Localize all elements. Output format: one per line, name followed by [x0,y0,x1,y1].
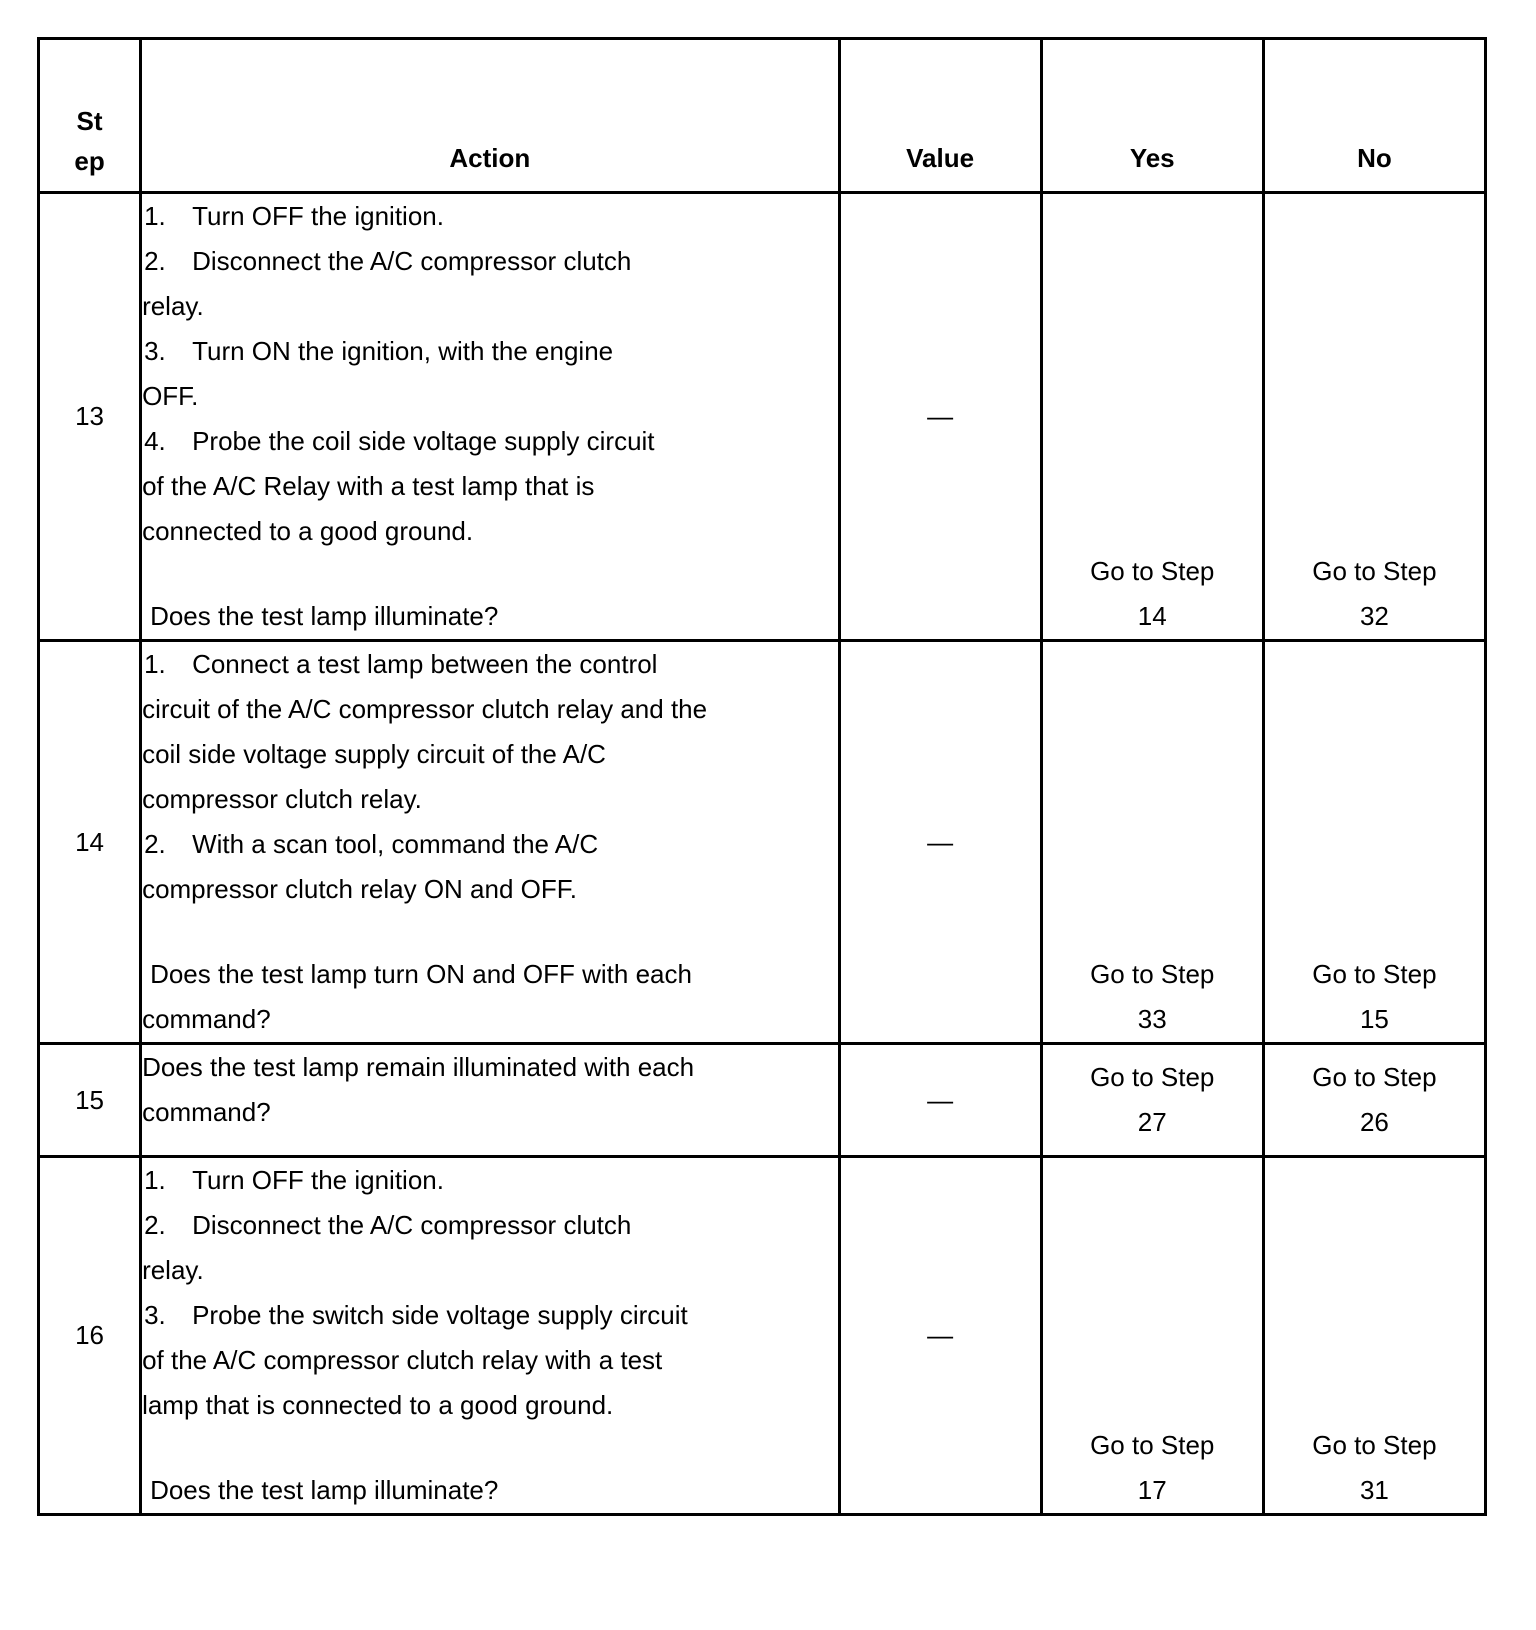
goto-step: 26 [1359,1107,1389,1137]
goto-step: 14 [1137,601,1167,631]
yes-cell [1041,1157,1263,1515]
step-number: 14 [39,641,141,1044]
step-number: 15 [39,1044,141,1157]
goto-label: Go to Step [1090,1430,1215,1460]
action-question: Does the test lamp remain illuminated with each [142,1052,695,1082]
step-number: 16 [39,1157,141,1515]
value-cell: — [839,193,1041,641]
yes-cell [1041,641,1263,1044]
action-line: 2. With a scan tool, command the A/C [144,829,599,859]
action-line: compressor clutch relay. [142,784,422,814]
goto-step: 17 [1137,1475,1167,1505]
action-line: 4. Probe the coil side voltage supply circuit [144,426,655,456]
table-row [39,193,1486,641]
no-cell [1263,1044,1485,1157]
action-line: connected to a good ground. [142,516,474,546]
goto-label: Go to Step [1090,959,1215,989]
action-cell [141,641,839,1044]
goto-label: Go to Step [1090,556,1215,586]
action-question-cont: command? [142,1097,271,1127]
action-line: of the A/C Relay with a test lamp that is [142,471,595,501]
value-cell: — [839,1157,1041,1515]
action-line: circuit of the A/C compressor clutch relay and the [142,694,708,724]
action-line: relay. [142,1255,204,1285]
action-line: 1. Connect a test lamp between the control [144,649,658,679]
action-line: lamp that is connected to a good ground. [142,1390,614,1420]
no-cell [1263,1157,1485,1515]
action-line: coil side voltage supply circuit of the A/C [142,739,606,769]
header-yes: Yes [1041,39,1263,193]
action-question: Does the test lamp illuminate? [150,601,499,631]
action-line: 1. Turn OFF the ignition. [144,1165,444,1195]
goto-step: 15 [1359,1004,1389,1034]
no-cell [1263,641,1485,1044]
goto-step: 31 [1359,1475,1389,1505]
diagnostic-steps-table [37,37,1487,1516]
action-line: relay. [142,291,204,321]
action-question: Does the test lamp turn ON and OFF with each [150,959,692,989]
action-line: 1. Turn OFF the ignition. [144,201,444,231]
goto-label: Go to Step [1312,1062,1437,1092]
no-cell [1263,193,1485,641]
yes-cell [1041,193,1263,641]
action-cell [141,193,839,641]
action-cell [141,1157,839,1515]
goto-step: 32 [1359,601,1389,631]
action-line: compressor clutch relay ON and OFF. [142,874,577,904]
action-line: OFF. [142,381,199,411]
header-no: No [1263,39,1485,193]
action-cell [141,1044,839,1157]
action-question: Does the test lamp illuminate? [150,1475,499,1505]
table-row [39,641,1486,1044]
action-line: 3. Probe the switch side voltage supply circuit [144,1300,688,1330]
value-cell: — [839,1044,1041,1157]
header-step: Step [39,39,141,193]
action-question-cont: command? [142,1004,271,1034]
header-action: Action [141,39,839,193]
header-row [39,39,1486,193]
action-line: 2. Disconnect the A/C compressor clutch [144,1210,632,1240]
action-line: of the A/C compressor clutch relay with a test [142,1345,663,1375]
table-row [39,1044,1486,1157]
step-number: 13 [39,193,141,641]
table-row [39,1157,1486,1515]
goto-label: Go to Step [1312,1430,1437,1460]
goto-label: Go to Step [1312,556,1437,586]
yes-cell [1041,1044,1263,1157]
goto-label: Go to Step [1090,1062,1215,1092]
action-line: 3. Turn ON the ignition, with the engine [144,336,614,366]
goto-step: 27 [1137,1107,1167,1137]
goto-step: 33 [1137,1004,1167,1034]
value-cell: — [839,641,1041,1044]
header-value: Value [839,39,1041,193]
goto-label: Go to Step [1312,959,1437,989]
action-line: 2. Disconnect the A/C compressor clutch [144,246,632,276]
